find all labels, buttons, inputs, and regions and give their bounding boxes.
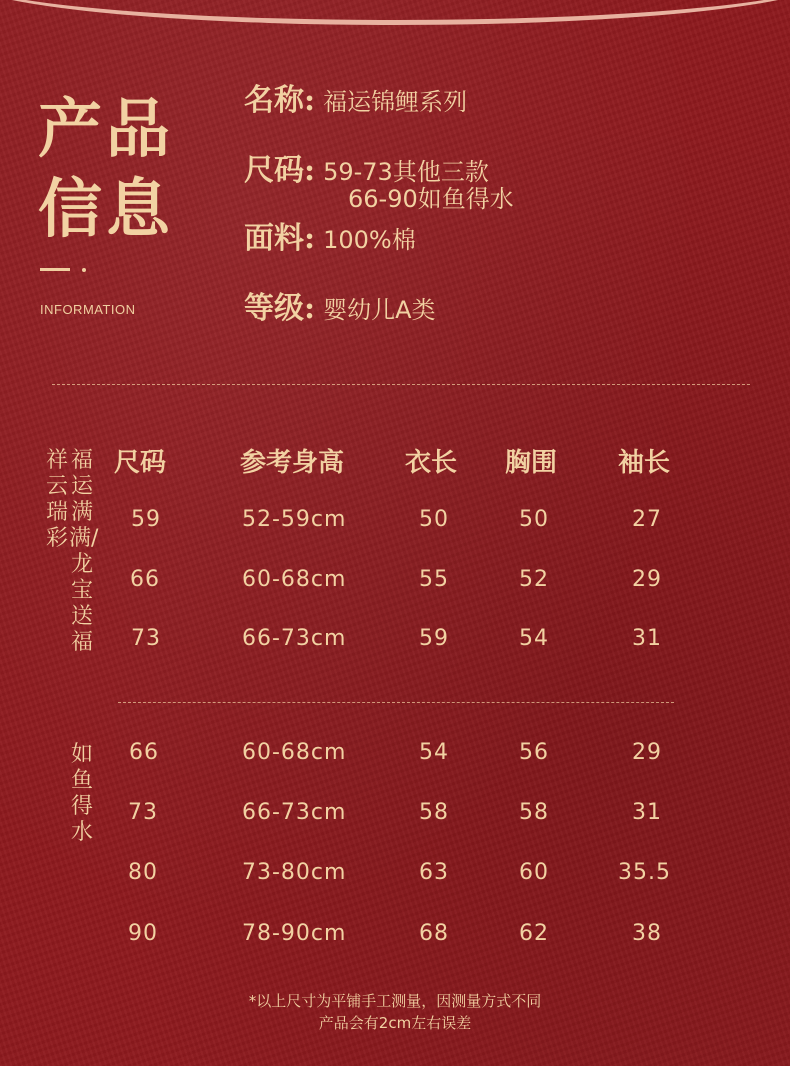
information-subtitle: INFORMATION xyxy=(40,302,136,317)
cell-size: 66 xyxy=(130,567,160,592)
cell-chest: 56 xyxy=(519,740,549,765)
cell-chest: 60 xyxy=(519,860,549,885)
measurement-note-line-2: 产品会有2cm左右误差 xyxy=(318,1014,472,1032)
cell-size: 73 xyxy=(131,626,161,651)
cell-height: 60-68cm xyxy=(242,740,347,765)
cell-height: 52-59cm xyxy=(242,507,347,532)
measurement-note-line-1: *以上尺寸为平铺手工测量，因测量方式不同 xyxy=(248,992,542,1010)
cell-sleeve: 29 xyxy=(632,567,662,592)
spec-grade-label: 等级: xyxy=(244,291,316,326)
spec-name xyxy=(244,84,467,119)
header-height: 参考身高 xyxy=(240,448,345,478)
cell-length: 58 xyxy=(419,800,449,825)
cell-chest: 50 xyxy=(519,507,549,532)
header-sleeve: 袖长 xyxy=(618,448,671,478)
cell-height: 78-90cm xyxy=(242,921,347,946)
section-title xyxy=(38,90,188,250)
spec-fabric-value: 100%棉 xyxy=(323,226,416,254)
spec-size-value-2: 66-90如鱼得水 xyxy=(348,185,514,213)
cell-length: 63 xyxy=(419,860,449,885)
cell-height: 66-73cm xyxy=(242,626,347,651)
spec-grade-value: 婴幼儿A类 xyxy=(323,296,436,324)
cell-size: 80 xyxy=(128,860,158,885)
cell-chest: 62 xyxy=(519,921,549,946)
group2-label: 如鱼得水 xyxy=(70,742,93,845)
header-length: 衣长 xyxy=(405,448,458,478)
spec-name-label: 名称: xyxy=(244,83,316,118)
title-dash xyxy=(40,268,70,271)
title-dot xyxy=(82,268,86,272)
cell-size: 66 xyxy=(129,740,159,765)
cell-length: 55 xyxy=(419,567,449,592)
cell-size: 59 xyxy=(131,507,161,532)
cell-sleeve: 27 xyxy=(632,507,662,532)
header-size: 尺码 xyxy=(114,448,167,478)
cell-length: 59 xyxy=(419,626,449,651)
spec-fabric-label: 面料: xyxy=(244,221,316,256)
cell-chest: 54 xyxy=(519,626,549,651)
cell-chest: 58 xyxy=(519,800,549,825)
spec-size-label: 尺码: xyxy=(244,153,316,188)
cell-sleeve: 31 xyxy=(632,800,662,825)
cell-sleeve: 35.5 xyxy=(618,860,671,885)
divider-top xyxy=(52,384,750,385)
cell-length: 68 xyxy=(419,921,449,946)
spec-fabric xyxy=(244,222,416,257)
cell-sleeve: 38 xyxy=(632,921,662,946)
cell-size: 90 xyxy=(128,921,158,946)
cell-sleeve: 29 xyxy=(632,740,662,765)
divider-middle xyxy=(118,702,674,703)
group1-label-col1: 祥云瑞彩 xyxy=(45,448,68,551)
spec-name-value: 福运锦鲤系列 xyxy=(323,88,468,116)
spec-grade xyxy=(244,292,436,327)
title-line-1: 产品 xyxy=(38,92,174,167)
spec-size-value-1: 59-73其他三款 xyxy=(323,158,489,186)
cell-height: 73-80cm xyxy=(242,860,347,885)
group1-label-col2: 福运满满/龙宝送福 xyxy=(69,448,99,655)
cell-height: 60-68cm xyxy=(242,567,347,592)
cell-length: 54 xyxy=(419,740,449,765)
cell-height: 66-73cm xyxy=(242,800,347,825)
cell-size: 73 xyxy=(128,800,158,825)
title-line-2: 信息 xyxy=(38,172,174,247)
header-chest: 胸围 xyxy=(505,448,558,478)
cell-length: 50 xyxy=(419,507,449,532)
cell-sleeve: 31 xyxy=(632,626,662,651)
cell-chest: 52 xyxy=(519,567,549,592)
